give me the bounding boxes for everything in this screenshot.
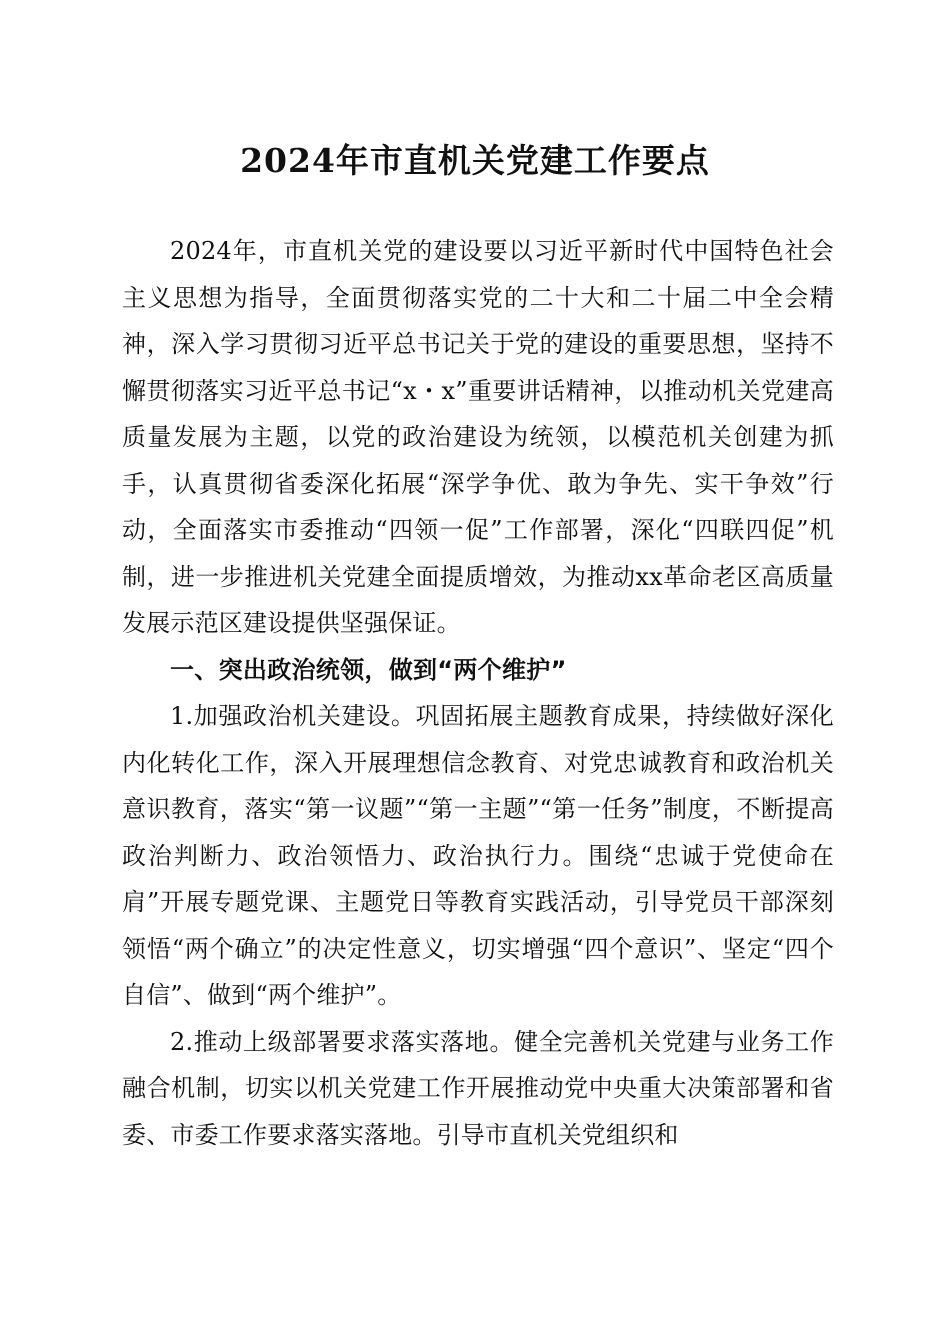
intro-paragraph: 2024年，市直机关党的建设要以习近平新时代中国特色社会主义思想为指导，全面贯彻落实党的二十大和二十届二中全会精神，深入学习贯彻习近平总书记关于党的建设的重要思想，坚持不懈贯彻落实习近平总书记“x・x”重要讲话精神，以推动机关党建高质量发展为主题，以党的政治建设为统领，以模范机关创建为抓手，认真贯彻省委深化拓展“深学争优、敢为争先、实干争效”行动，全面落实市委推动“四领一促”工作部署，深化“四联四促”机制，进一步推进机关党建全面提质增效，为推动xx革命老区高质量发展示范区建设提供坚强保证。 xyxy=(122,237,834,637)
section-heading-1: 一、突出政治统领，做到“两个维护” xyxy=(170,655,567,684)
document-body xyxy=(122,228,834,1158)
item-paragraph-2: 2.推动上级部署要求落实落地。健全完善机关党建与业务工作融合机制，切实以机关党建工作开展推动党中央重大决策部署和省委、市委工作要求落实落地。引导市直机关党组织和 xyxy=(122,1027,834,1149)
document-title: 2024年市直机关党建工作要点 xyxy=(240,141,710,180)
item-paragraph-1: 1.加强政治机关建设。巩固拓展主题教育成果，持续做好深化内化转化工作，深入开展理想信念教育、对党忠诚教育和政治机关意识教育，落实“第一议题”“第一主题”“第一任务”制度，不断提高政治判断力、政治领悟力、政治执行力。围绕“忠诚于党使命在肩”开展专题党课、主题党日等教育实践活动，引导党员干部深刻领悟“两个确立”的决定性意义，切实增强“四个意识”、坚定“四个自信”、做到“两个维护”。 xyxy=(122,702,834,1009)
